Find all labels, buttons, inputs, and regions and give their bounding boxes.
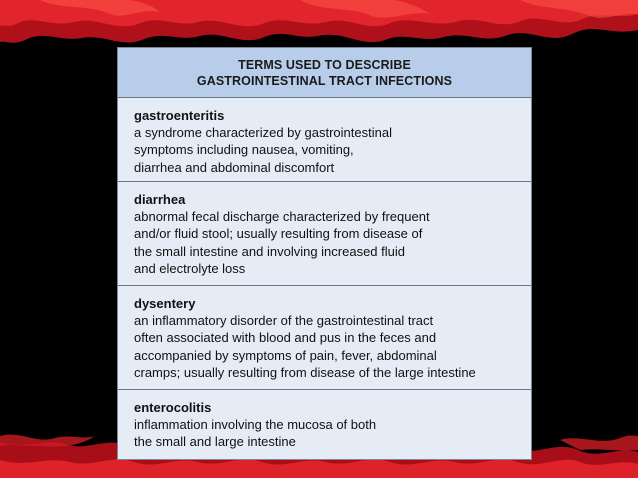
table-title-line-2: GASTROINTESTINAL TRACT INFECTIONS — [196, 73, 453, 88]
definition-line: and/or fluid stool; usually resulting from disease of — [134, 226, 423, 242]
definition-line: abnormal fecal discharge characterized by frequent — [134, 209, 430, 224]
term-name: gastroenteritis — [134, 108, 225, 123]
term-row-enterocolitis — [118, 390, 531, 459]
term-name: dysentery — [134, 296, 196, 311]
definition-line: symptoms including nausea, vomiting, — [134, 142, 354, 158]
definition-line: often associated with blood and pus in the feces and — [134, 330, 437, 346]
term-row-diarrhea — [118, 182, 531, 286]
table-title-line-1: TERMS USED TO DESCRIBE — [238, 57, 411, 72]
term-name: diarrhea — [134, 192, 186, 207]
terms-table — [117, 47, 532, 460]
term-row-dysentery — [118, 286, 531, 390]
definition-line: the small and large intestine — [134, 434, 296, 450]
definition-line: and electrolyte loss — [134, 261, 246, 277]
term-name: enterocolitis — [134, 400, 212, 415]
term-row-gastroenteritis — [118, 98, 531, 182]
definition-line: the small intestine and involving increased fluid — [134, 243, 405, 259]
definition-line: a syndrome characterized by gastrointestinal — [134, 125, 392, 140]
definition-line: an inflammatory disorder of the gastrointestinal tract — [134, 313, 434, 328]
definition-line: accompanied by symptoms of pain, fever, abdominal — [134, 347, 437, 363]
definition-line: diarrhea and abdominal discomfort — [134, 159, 335, 175]
definition-line: cramps; usually resulting from disease of the large intestine — [134, 365, 476, 381]
definition-line: inflammation involving the mucosa of both — [134, 417, 377, 432]
table-header — [118, 48, 531, 98]
